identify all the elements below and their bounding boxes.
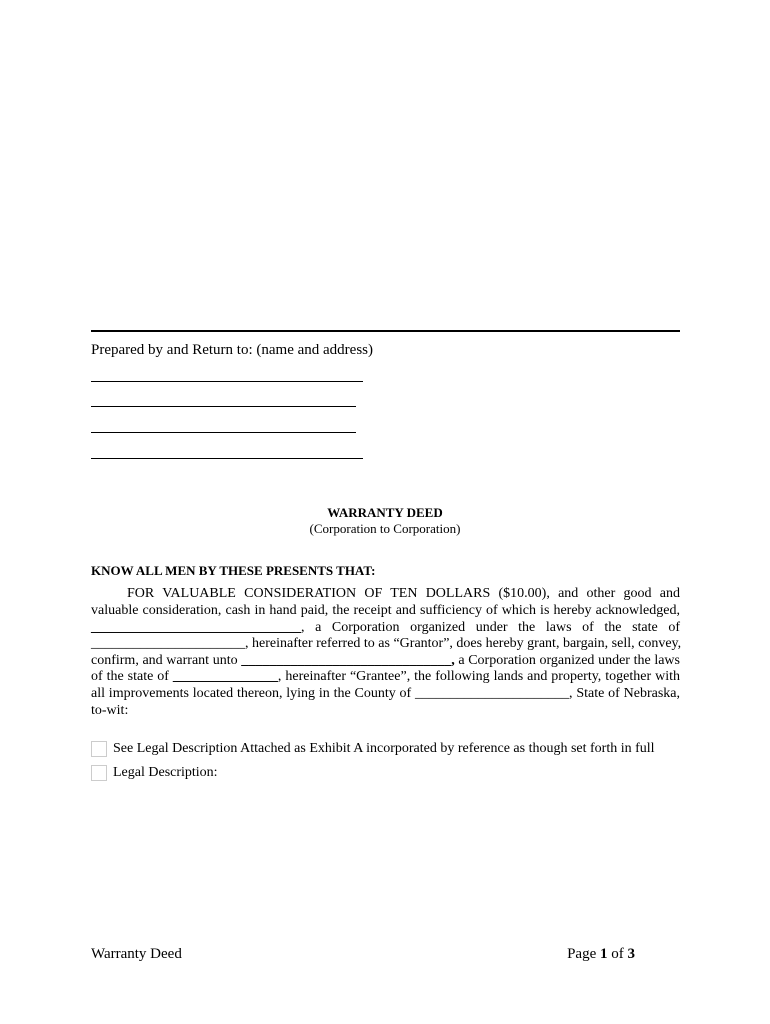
current-page: 1 (600, 946, 608, 962)
para-text: , hereinafter “Grantee”, the following lands and property, together with (277, 669, 680, 684)
intro-heading: KNOW ALL MEN BY THESE PRESENTS THAT: (91, 563, 376, 578)
para-text: a Corporation organized under the laws (454, 653, 680, 668)
grantee-name-blank[interactable]: ______________________________, (241, 653, 455, 668)
document-title: WARRANTY DEED (327, 505, 443, 520)
exhibit-a-checkbox[interactable] (91, 741, 107, 757)
grantor-name-blank[interactable]: ______________________________ (91, 620, 301, 635)
footer-title: Warranty Deed (91, 946, 182, 962)
legal-description-checkbox[interactable] (91, 765, 107, 781)
total-pages: 3 (627, 946, 635, 962)
para-text: , a Corporation organized under the laws of the state of (301, 620, 680, 635)
para-text: confirm, and warrant unto (91, 653, 242, 668)
document-subtitle: (Corporation to Corporation) (309, 521, 461, 536)
prepared-by-label: Prepared by and Return to: (name and address) (91, 342, 373, 358)
para-line-2: valuable consideration, cash in hand paid, the receipt and sufficiency of which is hereby acknowledged, (91, 603, 680, 618)
address-line-4[interactable] (91, 458, 363, 459)
para-text: of the state of (91, 669, 173, 684)
top-rule (91, 330, 680, 332)
para-line-7: all improvements located thereon, lying in the County of ______________________, State of Nebraska, (91, 686, 680, 701)
address-line-3[interactable] (91, 432, 356, 433)
address-line-2[interactable] (91, 406, 356, 407)
para-line-6 (91, 669, 680, 685)
para-line-8: to-wit: (91, 703, 129, 718)
para-line-1: FOR VALUABLE CONSIDERATION OF TEN DOLLARS ($10.00), and other good and (127, 586, 680, 601)
grantee-state-blank[interactable]: _______________ (172, 669, 278, 684)
para-line-4: ______________________, hereinafter referred to as “Grantor”, does hereby grant, bargain, sell, convey, (91, 636, 682, 651)
page-label: Page (567, 946, 600, 962)
exhibit-a-label: See Legal Description Attached as Exhibit A incorporated by reference as though set forth in full (113, 741, 655, 756)
address-line-1[interactable] (91, 381, 363, 382)
page-number (567, 946, 635, 963)
of-label: of (607, 946, 628, 962)
para-line-3 (91, 620, 680, 636)
legal-description-label: Legal Description: (113, 765, 218, 780)
para-line-5 (91, 653, 680, 669)
